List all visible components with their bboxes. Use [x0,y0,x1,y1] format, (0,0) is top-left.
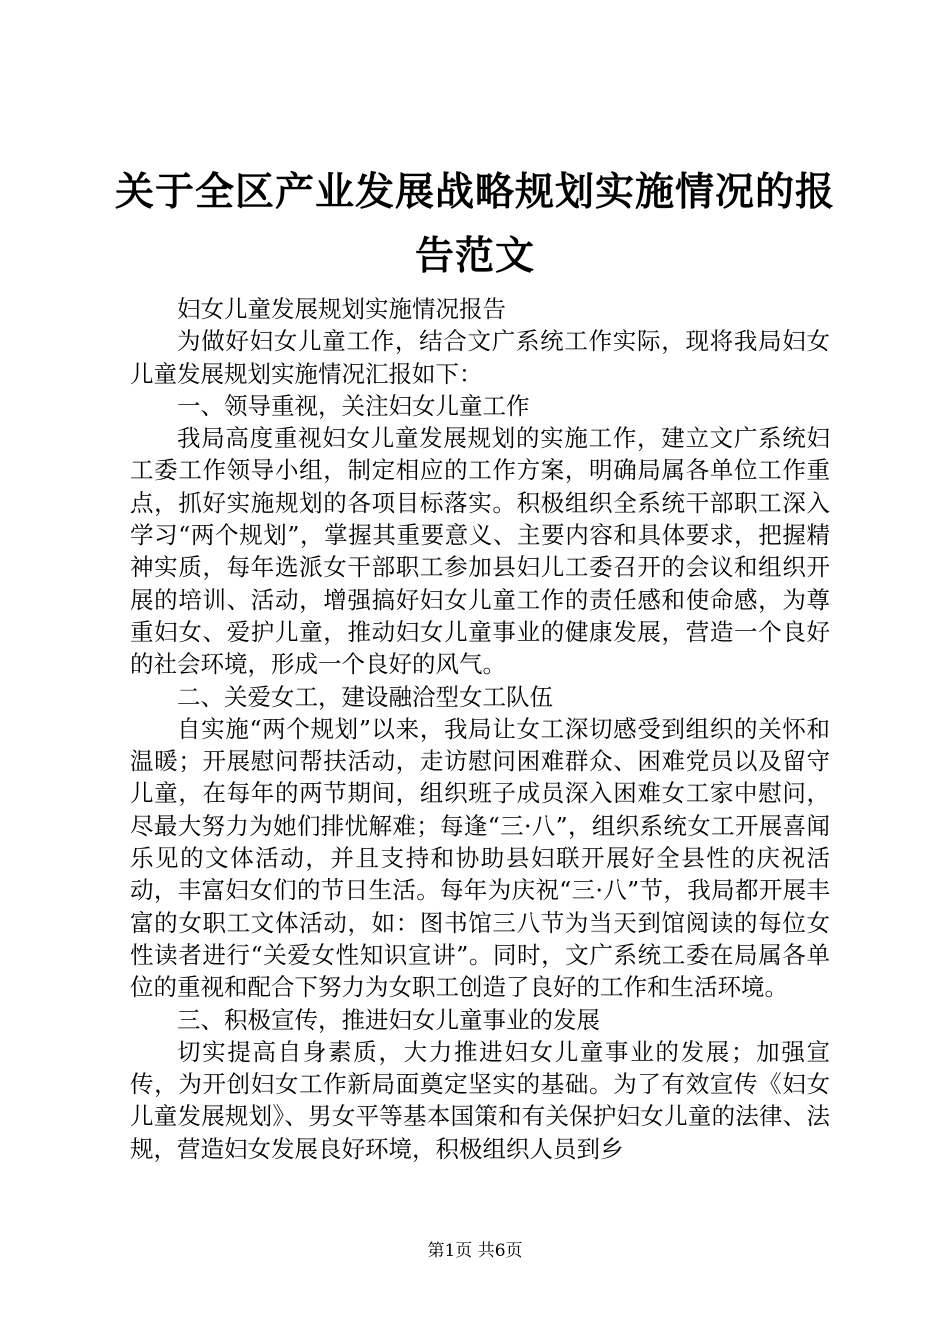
section-heading-1: 一、领导重视，关注妇女儿童工作 [177,391,530,420]
paragraph-intro: 为做好妇女儿童工作，结合文广系统工作实际，现将我局妇女儿童发展规划实施情况汇报如下： [130,327,830,388]
paragraph-section-3: 切实提高自身素质，大力推进妇女儿童事业的发展；加强宣传，为开创妇女工作新局面奠定坚实的基础。为了有效宣传《妇女儿童发展规划》、男女平等基本国策和有关保护妇女儿童的法律、法规，营造妇女发展良好环境，积极组织人员到乡 [130,1037,830,1163]
page-number-footer: 第1页 共6页 [427,1241,523,1261]
paragraph-subtitle: 妇女儿童发展规划实施情况报告 [177,295,506,323]
section-heading-2: 二、关爱女工，建设融洽型女工队伍 [177,682,553,711]
paragraph-section-2: 自实施“两个规划”以来，我局让女工深切感受到组织的关怀和温暖；开展慰问帮扶活动，走访慰问困难群众、困难党员以及留守儿童，在每年的两节期间，组织班子成员深入困难女工家中慰问，尽最大努力为她们排忧解难；每逢“三·八”，组织系统女工开展喜闻乐见的文体活动，并且支持和协助县妇联开展好全县性的庆祝活动，丰富妇女们的节日生活。每年为庆祝“三·八”节，我局都开展丰富的女职工文体活动，如：图书馆三八节为当天到馆阅读的每位女性读者进行“关爱女性知识宣讲”。同时，文广系统工委在局属各单位的重视和配合下努力为女职工创造了良好的工作和生活环境。 [130,714,830,1002]
section-heading-3: 三、积极宣传，推进妇女儿童事业的发展 [177,1005,600,1034]
document-title: 关于全区产业发展战略规划实施情况的报告范文 [114,169,835,279]
document-body [130,293,830,1165]
paragraph-section-1: 我局高度重视妇女儿童发展规划的实施工作，建立文广系统妇工委工作领导小组，制定相应的工作方案，明确局属各单位工作重点，抓好实施规划的各项目标落实。积极组织全系统干部职工深入学习“两个规划”，掌握其重要意义、主要内容和具体要求，把握精神实质，每年选派女干部职工参加县妇儿工委召开的会议和组织开展的培训、活动，增强搞好妇女儿童工作的责任感和使命感，为尊重妇女、爱护儿童，推动妇女儿童事业的健康发展，营造一个良好的社会环境，形成一个良好的风气。 [130,424,830,679]
